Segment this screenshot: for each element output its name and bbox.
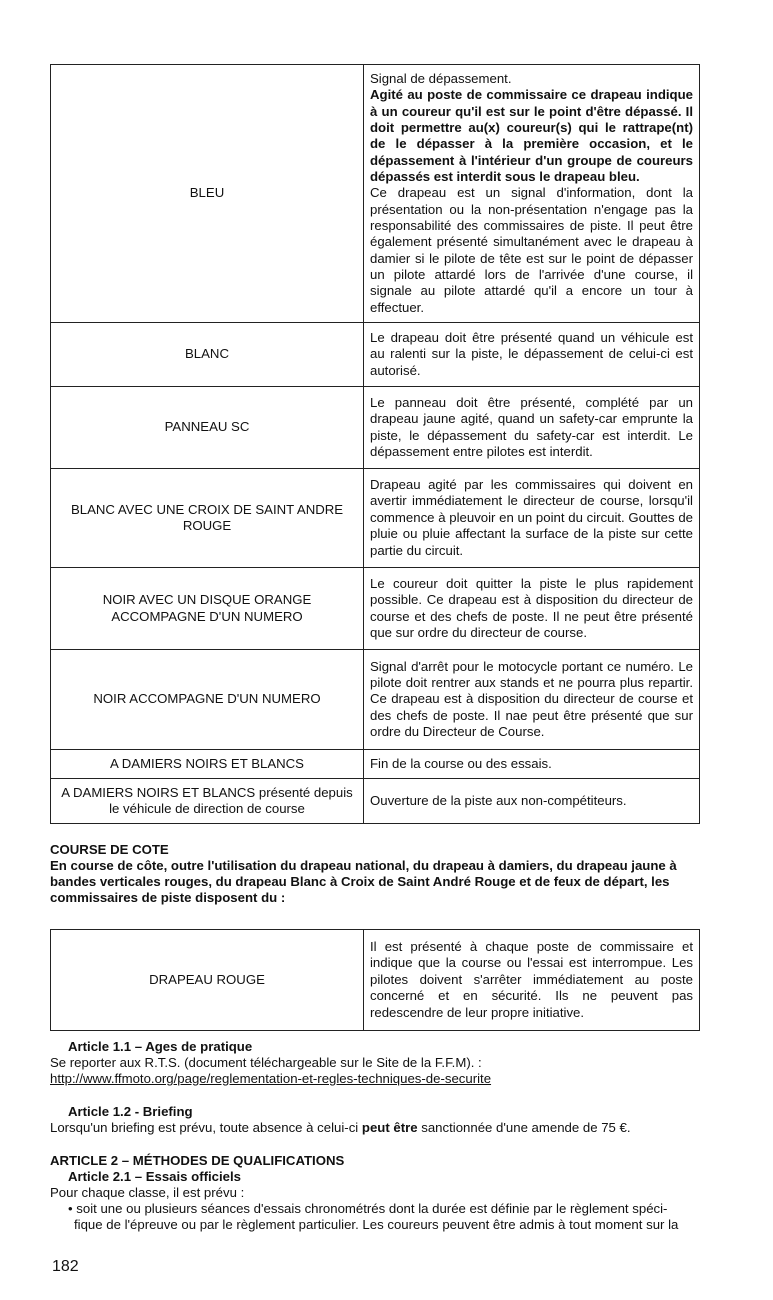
article-1-2 (50, 1104, 700, 1136)
flags-table (50, 64, 700, 824)
flag-name: PANNEAU SC (51, 387, 364, 469)
course-de-cote-heading: COURSE DE COTE (50, 842, 169, 857)
drapeau-rouge-table (50, 929, 700, 1031)
flag-description: Signal d'arrêt pour le motocycle portant ce numéro. Le pilote doit rentrer aux stands et ne pourra plus repartir. Ce drapeau est à disposition du directeur de course et des chefs de poste. Il nae peut être présenté que sur ordre du Directeur de Course. (364, 650, 700, 750)
article-1-2-text-before: Lorsqu'un briefing est prévu, toute absence à celui-ci (50, 1120, 362, 1136)
article-2 (50, 1153, 700, 1233)
flag-description-bold: Agité au poste de commissaire ce drapeau indique à un coureur qu'il est sur le point d'être dépassé. Il doit permettre au(x) coureur(s) qui le rattrape(nt) de le dépasser à la première occasion, et le dépassement à l'intérieur d'un groupe de coureurs dépassés est interdit sous le drapeau bleu. (370, 87, 693, 184)
flag-description: Le panneau doit être présenté, complété par un drapeau jaune agité, quand un safety-car emprunte la piste, le dépassement du safety-car est interdit. Le dépassement entre pilotes est interdit. (364, 387, 700, 469)
flag-description: Le coureur doit quitter la piste le plus rapidement possible. Ce drapeau est à disposition du directeur de course et des chefs de poste. Il ne peut être présenté que sur ordre du directeur de course. (364, 568, 700, 650)
flag-description: Ouverture de la piste aux non-compétiteurs. (364, 779, 700, 824)
flag-name: NOIR AVEC UN DISQUE ORANGE ACCOMPAGNE D'UN NUMERO (51, 568, 364, 650)
flag-name: DRAPEAU ROUGE (51, 930, 364, 1031)
flag-description: Drapeau agité par les commissaires qui doivent en avertir immédiatement le directeur de course, lorsqu'il commence à pleuvoir en un point du circuit. Gouttes de pluie ou pluie affectant la surface de la piste sur cette partie du circuit. (364, 469, 700, 568)
flag-name: BLANC AVEC UNE CROIX DE SAINT ANDRE ROUGE (51, 469, 364, 568)
article-1-1-title: Article 1.1 – Ages de pratique (68, 1039, 253, 1054)
article-1-2-text-bold: peut être (361, 1120, 418, 1136)
table-row (51, 469, 700, 568)
rts-link[interactable]: http://www.ffmoto.org/page/reglementation-et-regles-techniques-de-securite (50, 1071, 492, 1087)
flag-name: A DAMIERS NOIRS ET BLANCS présenté depuis le véhicule de direction de course (51, 779, 364, 824)
article-1-2-title: Article 1.2 - Briefing (68, 1104, 193, 1119)
article-2-heading: ARTICLE 2 – MÉTHODES DE QUALIFICATIONS (50, 1153, 345, 1168)
flag-name: BLEU (51, 65, 364, 323)
flag-name: A DAMIERS NOIRS ET BLANCS (51, 750, 364, 779)
flag-name: NOIR ACCOMPAGNE D'UN NUMERO (51, 650, 364, 750)
flag-name: BLANC (51, 323, 364, 387)
article-2-1-intro: Pour chaque classe, il est prévu : (50, 1185, 245, 1201)
article-1-1-text: Se reporter aux R.T.S. (document téléchargeable sur le Site de la F.F.M). : (50, 1055, 482, 1071)
list-item-continuation: fique de l'épreuve ou par le règlement particulier. Les coureurs peuvent être admis à tout moment sur la (74, 1217, 679, 1233)
table-row (51, 779, 700, 824)
flag-description: Le drapeau doit être présenté quand un véhicule est au ralenti sur la piste, le dépassement de celui-ci est autorisé. (364, 323, 700, 387)
article-1-2-text (50, 1120, 700, 1136)
table-row (51, 930, 700, 1031)
article-2-1-title: Article 2.1 – Essais officiels (68, 1169, 241, 1185)
article-1-2-text-after: sanctionnée d'une amende de 75 €. (417, 1120, 631, 1136)
flag-description: Il est présenté à chaque poste de commissaire et indique que la course ou l'essai est interrompue. Les pilotes doivent s'arrêter immédiatement au poste concerné et en sécurité. Ils ne peuvent pas redescendre de leur propre initiative. (364, 930, 700, 1031)
article-1-1 (50, 1039, 700, 1087)
table-row (51, 750, 700, 779)
page-number: 182 (52, 1258, 79, 1275)
table-row (51, 568, 700, 650)
course-de-cote-section (50, 842, 700, 906)
table-row (51, 387, 700, 469)
course-de-cote-text: En course de côte, outre l'utilisation du drapeau national, du drapeau à damiers, du drapeau jaune à bandes verticales rouges, du drapeau Blanc à Croix de Saint André Rouge et de feux de départ, les commissaires de piste disposent du : (50, 858, 677, 906)
table-row (51, 650, 700, 750)
flag-description (364, 65, 700, 323)
table-row (51, 323, 700, 387)
flag-description-text: Ce drapeau est un signal d'information, dont la présentation ou la non-présentation n'engage pas la responsabilité des commissaires de piste. Il peut être également présenté simultanément avec le drapeau à damier si le pilote de tête est sur le point de dépasser un pilote attardé lors de l'arrivée d'une course, il signale au pilote attardé qu'il a encore un tour à effectuer. (370, 185, 693, 315)
flag-description: Fin de la course ou des essais. (364, 750, 700, 779)
flag-description-intro: Signal de dépassement. (370, 70, 512, 86)
list-item: • soit une ou plusieurs séances d'essais chronométrés dont la durée est définie par le règlement spéci- (68, 1201, 668, 1217)
table-row (51, 65, 700, 323)
